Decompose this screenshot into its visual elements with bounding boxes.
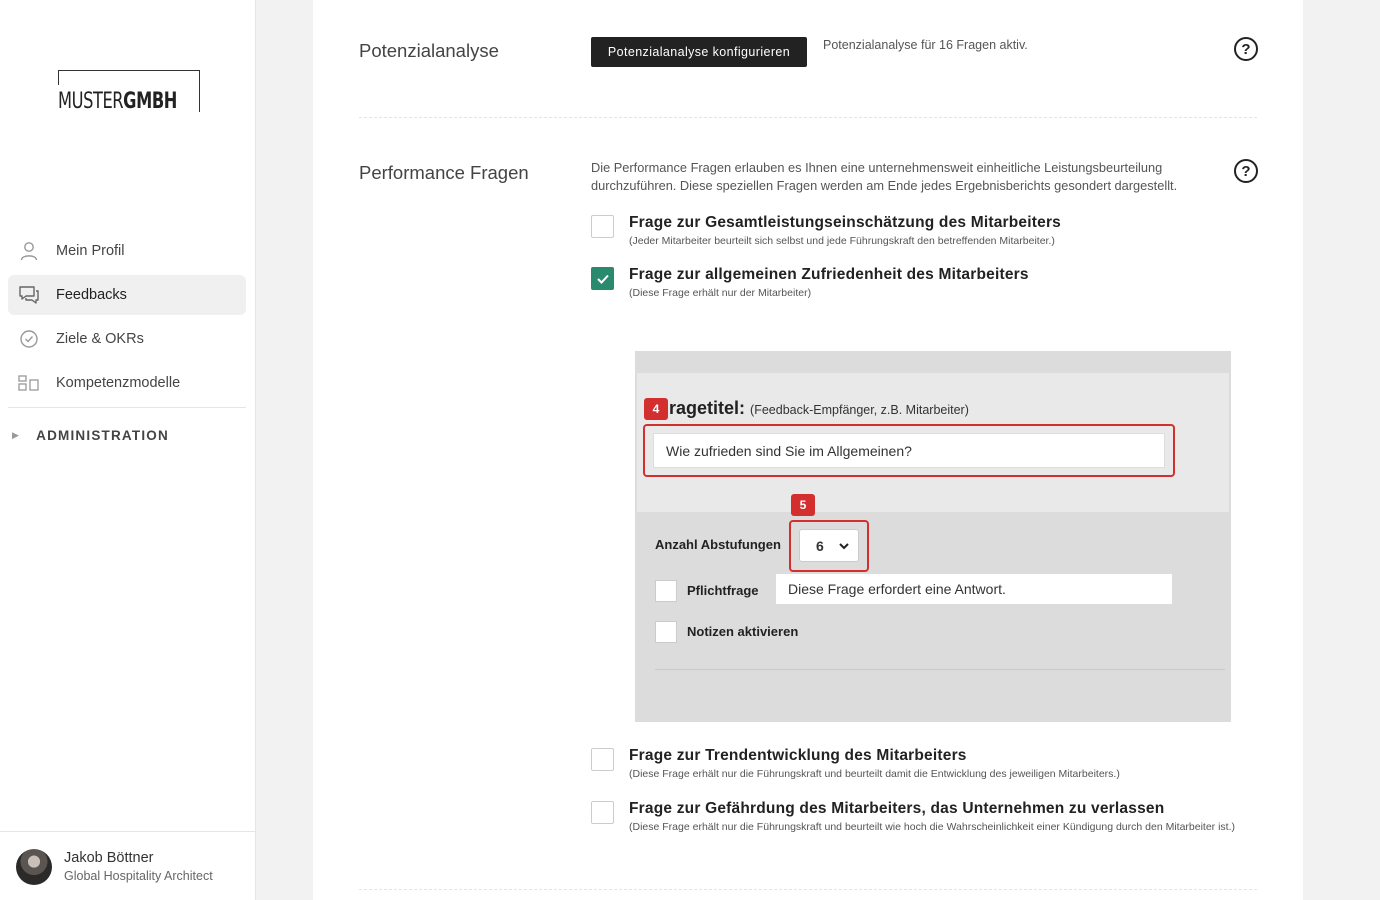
check-circle-icon bbox=[18, 328, 40, 350]
sidebar-item-label: Mein Profil bbox=[56, 243, 125, 259]
question-subtitle: (Diese Frage erhält nur die Führungskraft und beurteilt damit die Entwicklung des jeweiligen Mitarbeiters.) bbox=[629, 768, 1120, 780]
question-config-panel bbox=[635, 351, 1231, 722]
logo-bold: GMBH bbox=[123, 89, 177, 114]
panel-divider bbox=[655, 669, 1225, 670]
sidebar bbox=[0, 0, 256, 900]
user-name: Jakob Böttner bbox=[64, 850, 154, 866]
required-label: Pflichtfrage bbox=[687, 583, 759, 598]
annotation-badge-5: 5 bbox=[791, 494, 815, 516]
section-divider bbox=[359, 117, 1257, 118]
blocks-icon bbox=[18, 372, 40, 394]
user-profile[interactable] bbox=[0, 831, 256, 900]
sidebar-item-label: Ziele & OKRs bbox=[56, 331, 144, 347]
configure-potential-button[interactable]: Potenzialanalyse konfigurieren bbox=[591, 37, 807, 67]
question-title-label bbox=[669, 398, 969, 419]
question-title: Frage zur Trendentwicklung des Mitarbeiters bbox=[629, 747, 967, 764]
potential-label: Potenzialanalyse bbox=[359, 40, 499, 61]
sidebar-item-label: Kompetenzmodelle bbox=[56, 375, 181, 391]
title-hint: (Feedback-Empfänger, z.B. Mitarbeiter) bbox=[750, 403, 969, 417]
question-title: Frage zur Gefährdung des Mitarbeiters, das Unternehmen zu verlassen bbox=[629, 800, 1165, 817]
potential-info: Potenzialanalyse für 16 Fragen aktiv. bbox=[823, 38, 1028, 52]
checkmark-icon bbox=[596, 273, 610, 285]
caret-right-icon: ▶ bbox=[12, 430, 21, 440]
user-icon bbox=[18, 240, 40, 262]
company-logo[interactable] bbox=[58, 70, 200, 112]
sidebar-nav bbox=[8, 231, 246, 408]
steps-value: 6 bbox=[816, 537, 824, 554]
question-subtitle: (Diese Frage erhält nur der Mitarbeiter) bbox=[629, 287, 812, 299]
section-divider bbox=[359, 889, 1257, 890]
user-role: Global Hospitality Architect bbox=[64, 869, 213, 883]
admin-label: ADMINISTRATION bbox=[36, 428, 169, 443]
sidebar-item-mein-profil[interactable] bbox=[8, 231, 246, 271]
question-title: Frage zur allgemeinen Zufriedenheit des Mitarbeiters bbox=[629, 266, 1029, 283]
help-icon[interactable]: ? bbox=[1234, 159, 1258, 183]
logo-light: MUSTER bbox=[58, 89, 124, 114]
required-text-input[interactable]: Diese Frage erfordert eine Antwort. bbox=[775, 573, 1173, 605]
annotation-badge-4: 4 bbox=[644, 398, 668, 420]
main-content bbox=[313, 0, 1303, 900]
required-checkbox[interactable] bbox=[655, 580, 677, 602]
sidebar-item-kompetenzmodelle[interactable] bbox=[8, 363, 246, 403]
performance-description: Die Performance Fragen erlauben es Ihnen eine unternehmensweit einheitliche Leistungsbeurteilung durchzuführen. Diese speziellen Fragen werden am Ende jedes Ergebnisberichts gesondert dargestellt. bbox=[591, 160, 1178, 193]
question-subtitle: (Jeder Mitarbeiter beurteilt sich selbst und jede Führungskraft den betreffenden Mitarbeiter.) bbox=[629, 235, 1055, 247]
question-checkbox[interactable] bbox=[591, 801, 614, 824]
question-subtitle: (Diese Frage erhält nur die Führungskraft und beurteilt wie hoch die Wahrscheinlichkeit einer Kündigung durch den Mitarbeiter ist.) bbox=[629, 821, 1236, 833]
question-title: Frage zur Gesamtleistungseinschätzung des Mitarbeiters bbox=[629, 214, 1061, 231]
sidebar-item-ziele-okrs[interactable] bbox=[8, 319, 246, 359]
avatar bbox=[16, 849, 52, 885]
highlight-steps-select bbox=[789, 520, 869, 572]
title-label-text: ragetitel: bbox=[669, 398, 746, 418]
question-title-input[interactable]: Wie zufrieden sind Sie im Allgemeinen? bbox=[653, 433, 1165, 468]
performance-label: Performance Fragen bbox=[359, 162, 529, 183]
chat-icon bbox=[18, 284, 40, 306]
sidebar-divider bbox=[8, 407, 246, 408]
notes-label: Notizen aktivieren bbox=[687, 624, 799, 639]
help-icon[interactable]: ? bbox=[1234, 37, 1258, 61]
sidebar-item-administration[interactable] bbox=[12, 428, 169, 443]
highlight-title-input bbox=[643, 424, 1175, 477]
question-checkbox[interactable] bbox=[591, 215, 614, 238]
question-checkbox[interactable] bbox=[591, 748, 614, 771]
notes-checkbox[interactable] bbox=[655, 621, 677, 643]
sidebar-item-feedbacks[interactable] bbox=[8, 275, 246, 315]
question-checkbox[interactable] bbox=[591, 267, 614, 290]
page-background bbox=[1303, 0, 1380, 900]
sidebar-item-label: Feedbacks bbox=[56, 287, 127, 303]
steps-label: Anzahl Abstufungen bbox=[655, 537, 781, 552]
